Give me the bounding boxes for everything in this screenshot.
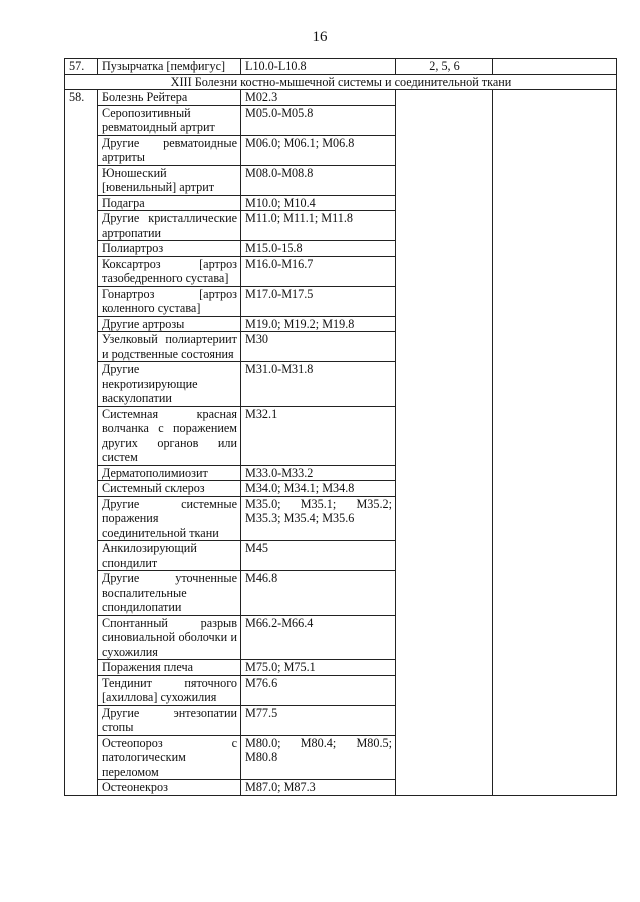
- icd-codes: M19.0; M19.2; M19.8: [241, 316, 396, 332]
- icd-codes: M31.0-M31.8: [241, 362, 396, 407]
- disease-name: Системная красная волчанка с поражением других органов или систем: [98, 406, 241, 465]
- disease-name: Другие артрозы: [98, 316, 241, 332]
- disease-name: Тендинит пяточного [ахиллова] сухожилия: [98, 675, 241, 705]
- icd-codes: M33.0-M33.2: [241, 465, 396, 481]
- column-4-value: 2, 5, 6: [396, 59, 493, 75]
- disease-name: Коксартроз [артроз тазобедренного сустава]: [98, 256, 241, 286]
- icd-codes: M76.6: [241, 675, 396, 705]
- disease-name: Болезнь Рейтера: [98, 90, 241, 106]
- icd-codes: M34.0; M34.1; M34.8: [241, 481, 396, 497]
- icd-codes: M80.0; M80.4; M80.5; M80.8: [241, 735, 396, 780]
- icd-codes: M75.0; M75.1: [241, 660, 396, 676]
- page-number: 16: [312, 29, 328, 45]
- disease-name: Другие энтезопатии стопы: [98, 705, 241, 735]
- column-4-value: [396, 90, 493, 796]
- row-number: 57.: [65, 59, 98, 75]
- icd-codes: M05.0-M05.8: [241, 105, 396, 135]
- disease-name: Полиартроз: [98, 241, 241, 257]
- disease-name: Подагра: [98, 195, 241, 211]
- disease-name: Пузырчатка [пемфигус]: [98, 59, 241, 75]
- disease-name: Серопозитивный ревматоидный артрит: [98, 105, 241, 135]
- disease-name: Анкилозирующий спондилит: [98, 541, 241, 571]
- disease-name: Узелковый полиартериит и родственные состояния: [98, 332, 241, 362]
- table-row: [65, 90, 617, 106]
- icd-codes: M16.0-M16.7: [241, 256, 396, 286]
- disease-name: Дерматополимиозит: [98, 465, 241, 481]
- disease-name: Другие кристаллические артропатии: [98, 211, 241, 241]
- icd-codes: M32.1: [241, 406, 396, 465]
- disease-name: Другие некротизирующие васкулопатии: [98, 362, 241, 407]
- table-row: [65, 59, 617, 75]
- disease-name: Другие уточненные воспалительные спондилопатии: [98, 571, 241, 616]
- icd-codes: M06.0; M06.1; M06.8: [241, 135, 396, 165]
- icd-codes: M30: [241, 332, 396, 362]
- icd-codes: M11.0; M11.1; M11.8: [241, 211, 396, 241]
- icd-codes: M87.0; M87.3: [241, 780, 396, 796]
- column-5-value: [493, 90, 617, 796]
- icd-codes: M46.8: [241, 571, 396, 616]
- icd-codes: M45: [241, 541, 396, 571]
- icd-codes: M66.2-M66.4: [241, 615, 396, 660]
- disease-name: Другие системные поражения соединительной ткани: [98, 496, 241, 541]
- disease-name: Поражения плеча: [98, 660, 241, 676]
- row-number: 58.: [65, 90, 98, 796]
- icd-codes: M77.5: [241, 705, 396, 735]
- disease-name: Остеонекроз: [98, 780, 241, 796]
- icd-codes: M10.0; M10.4: [241, 195, 396, 211]
- disease-name: Остеопороз с патологическим переломом: [98, 735, 241, 780]
- disease-name: Другие ревматоидные артриты: [98, 135, 241, 165]
- column-5-value: [493, 59, 617, 75]
- icd-codes: L10.0-L10.8: [241, 59, 396, 75]
- disease-name: Гонартроз [артроз коленного сустава]: [98, 286, 241, 316]
- section-header-row: [65, 74, 617, 90]
- icd-codes: M02.3: [241, 90, 396, 106]
- icd-codes: M15.0-15.8: [241, 241, 396, 257]
- disease-name: Спонтанный разрыв синовиальной оболочки и сухожилия: [98, 615, 241, 660]
- disease-name: Системный склероз: [98, 481, 241, 497]
- disease-name: Юношеский [ювенильный] артрит: [98, 165, 241, 195]
- icd-codes: M17.0-M17.5: [241, 286, 396, 316]
- icd-codes: M08.0-M08.8: [241, 165, 396, 195]
- disease-code-table: [64, 58, 617, 796]
- icd-codes: M35.0; M35.1; M35.2; M35.3; M35.4; M35.6: [241, 496, 396, 541]
- section-header: XIII Болезни костно-мышечной системы и соединительной ткани: [65, 74, 617, 90]
